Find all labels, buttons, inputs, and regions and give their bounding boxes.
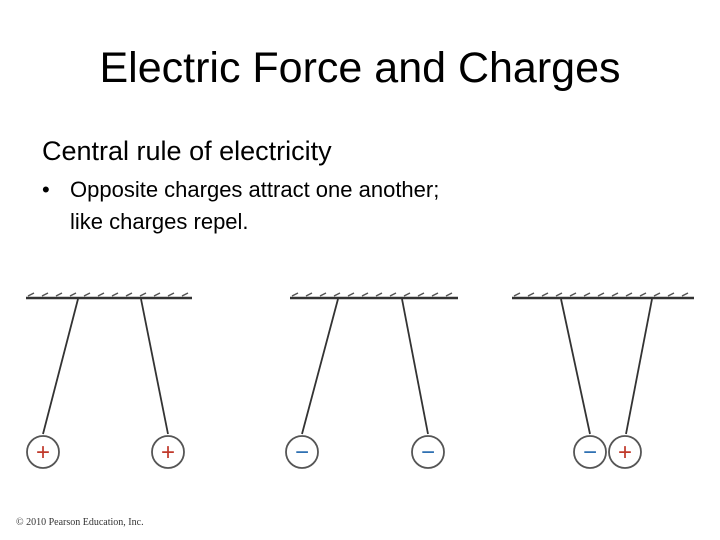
pendulum-string [43, 299, 78, 434]
bullet-marker: • [42, 177, 50, 202]
pendulum-string [302, 299, 338, 434]
slide-subtitle: Central rule of electricity [42, 136, 332, 166]
charge-symbol: + [35, 439, 51, 466]
pendulum-pair-opposite [512, 293, 694, 468]
charged-ball [286, 436, 318, 468]
charge-symbol: − [294, 439, 310, 466]
charge-symbol: − [420, 439, 436, 466]
copyright-notice: © 2010 Pearson Education, Inc. [16, 517, 144, 528]
slide-title: Electric Force and Charges [99, 44, 621, 92]
pendulum-string [561, 299, 590, 434]
pendulum-string [626, 299, 652, 434]
charged-ball [27, 436, 59, 468]
pendulum-string [402, 299, 428, 434]
charged-ball [152, 436, 184, 468]
charge-symbol: − [582, 439, 598, 466]
ceiling-support [290, 293, 458, 298]
bullet-line-2: like charges repel. [70, 209, 249, 234]
bullet-line-1: Opposite charges attract one another; [70, 177, 440, 202]
charged-ball [412, 436, 444, 468]
charge-symbol: + [160, 439, 176, 466]
ceiling-support [512, 293, 694, 298]
pendulum-pair-like-negative [286, 293, 458, 468]
bullet-text [70, 174, 630, 238]
charge-symbol: + [617, 439, 633, 466]
ceiling-support [26, 293, 192, 298]
charged-ball [609, 436, 641, 468]
pendulum-pair-like-positive [26, 293, 192, 468]
pendulum-diagram [0, 280, 720, 480]
pendulum-string [141, 299, 168, 434]
charged-ball [574, 436, 606, 468]
